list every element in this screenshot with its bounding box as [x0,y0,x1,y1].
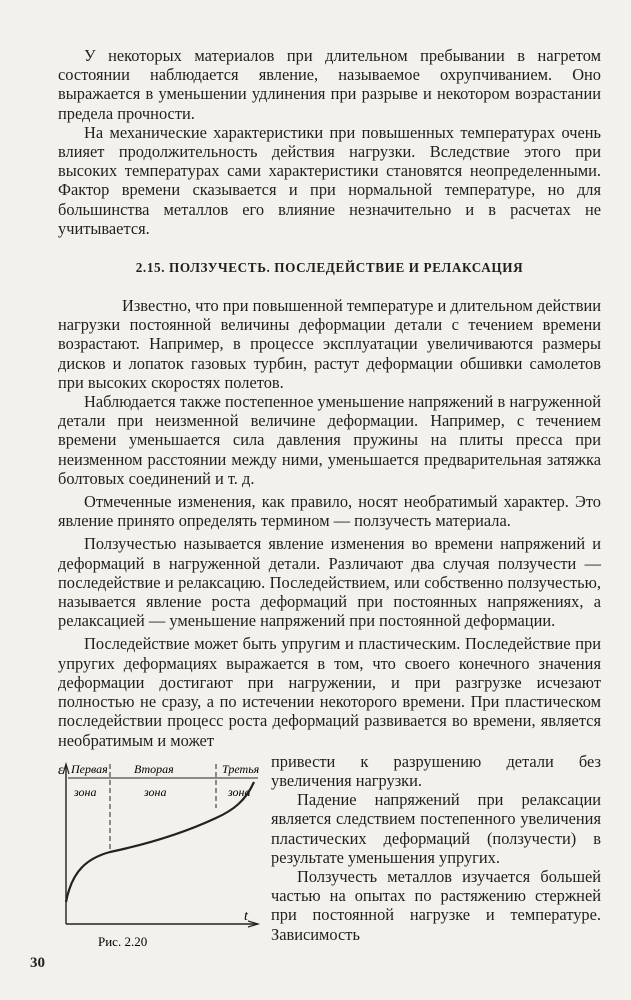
paragraph: Последействие может быть упругим и пластическим. Последействие при упругих деформациях выражается в том, что своего конечного значения деформации достигают при нагружении, и при разгрузке исчезают полностью не сразу, а по истечении некоторого времени. При пластическом последействии процесс роста деформаций развивается во времени, является необратимым и может [58,634,601,750]
paragraph: Отмеченные изменения, как правило, носят необратимый характер. Это явление принято определять термином — ползучесть материала. [58,492,601,531]
paragraph: На механические характеристики при повышенных температурах очень влияет продолжительность действия нагрузки. Вследствие этого при высоких температурах сами характеристики становятся неопределенными. Фактор времени сказывается и при нормальной температуре, но для большинства металлов его влияние незначительно и в расчетах не учитывается. [58,122,601,238]
paragraph: Ползучесть металлов изучается большей частью на опытах по растяжению стержней при постоянной нагрузке и температуре. Зависимость [271,866,601,944]
zone-label-third: Третья [222,761,260,776]
section-heading: 2.15. ПОЛЗУЧЕСТЬ. ПОСЛЕДЕЙСТВИЕ И РЕЛАКСАЦИЯ [135,260,524,276]
paragraph: Известно, что при повышенной температуре и длительном действии нагрузки постоянной величины деформации детали с течением времени возрастают. Например, в процессе эксплуатации увеличиваются размеры дисков и лопаток газовых турбин, растут деформации обшивки самолетов при высоких скоростях полетов. [58,296,601,392]
zone-sublabel-second: зона [144,784,167,799]
page-number: 30 [30,955,45,971]
paragraph: привести к разрушению детали без увеличения нагрузки. [271,751,601,790]
page-content [58,46,601,952]
x-axis-label: t [244,908,248,924]
figure-caption: Рис. 2.20 [98,933,148,949]
creep-curve [66,782,254,902]
paragraph: Падение напряжений при релаксации является следствием постепенного увеличения пластических деформаций (ползучести) в результате уменьшения упругих. [271,790,601,867]
zone-sublabel-first: зона [74,784,97,799]
creep-curve-figure [58,752,268,952]
paragraph: Наблюдается также постепенное уменьшение напряжений в нагруженной детали при неизменной величине деформации. Например, с течением времени уменьшается сила давления пружины на плиты пресса при неизменном расстоянии между ними, уменьшается предварительная затяжка болтовых соединений и т. д. [58,392,601,488]
figure-with-text [58,752,601,952]
zone-label-first: Первая [71,761,108,776]
side-text [271,752,601,944]
zone-sublabel-third: зона [228,784,251,799]
y-axis-label: ε [58,762,64,778]
paragraph: У некоторых материалов при длительном пребывании в нагретом состоянии наблюдается явление, называемое охрупчиванием. Оно выражается в уменьшении удлинения при разрыве и некотором возрастании предела прочности. [58,46,601,123]
paragraph: Ползучестью называется явление изменения во времени напряжений и деформаций в нагруженной детали. Различают два случая ползучести — последействие и релаксацию. Последействием, или собственно ползучестью, называется явление роста деформаций при постоянных напряжениях, а релаксацией — уменьшение напряжений при постоянной деформации. [58,534,601,631]
zone-label-second: Вторая [134,761,174,776]
